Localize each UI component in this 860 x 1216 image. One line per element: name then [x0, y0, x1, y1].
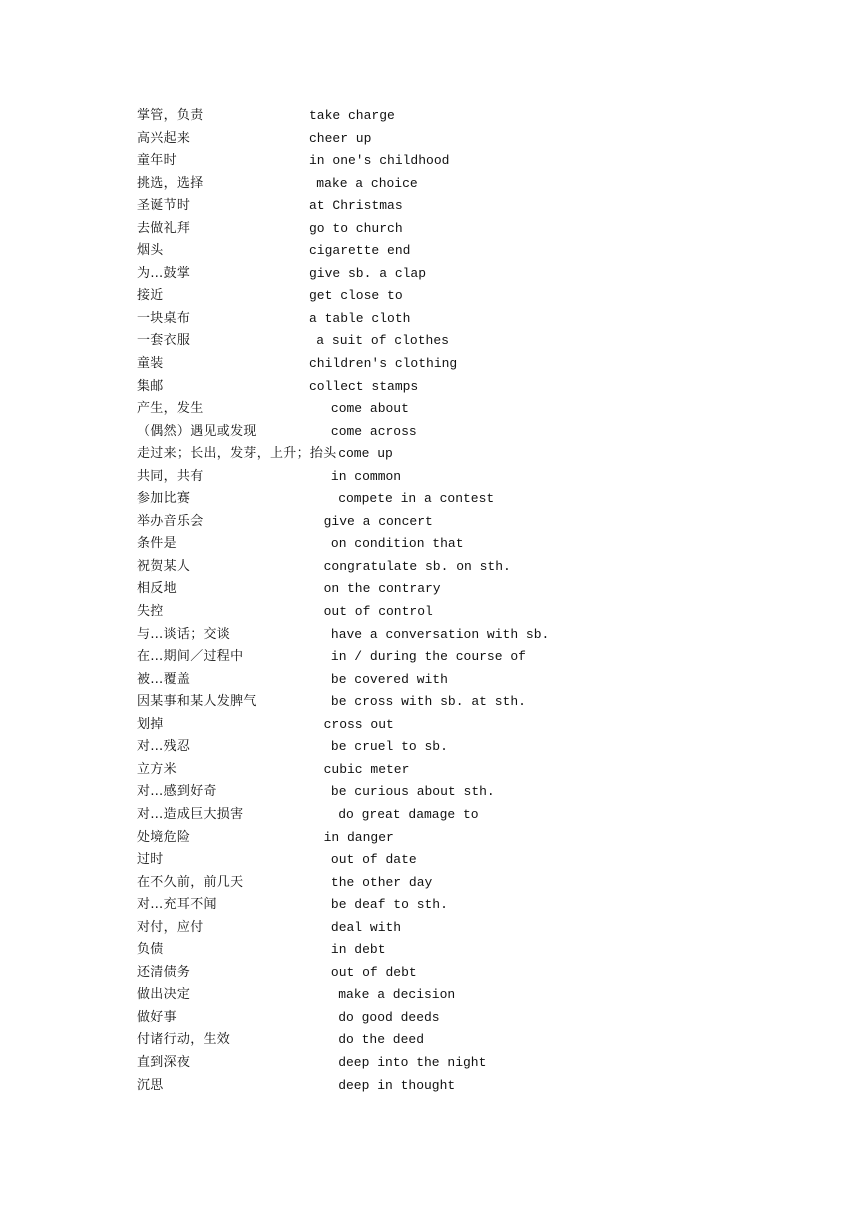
chinese-meaning: 付诸行动，生效 — [137, 1032, 231, 1048]
english-phrase: cross out — [323, 716, 394, 732]
vocab-entry — [137, 511, 757, 534]
english-phrase: deal with — [330, 919, 402, 935]
chinese-meaning: 失控 — [137, 604, 164, 620]
english-phrase: at Christmas — [309, 198, 403, 214]
chinese-meaning: 走过来；长出，发芽，上升；抬头 — [137, 446, 337, 462]
english-phrase: out of control — [323, 604, 433, 620]
chinese-meaning: 集邮 — [137, 378, 164, 394]
chinese-meaning: 去做礼拜 — [137, 220, 191, 236]
english-phrase: out of debt — [330, 964, 417, 980]
chinese-meaning: 共同，共有 — [137, 468, 204, 484]
english-phrase: children's clothing — [309, 356, 458, 372]
chinese-meaning: 童装 — [137, 356, 164, 372]
vocab-entry — [137, 691, 757, 714]
chinese-meaning: （偶然）遇见或发现 — [137, 423, 257, 439]
chinese-meaning: 圣诞节时 — [137, 198, 191, 214]
chinese-meaning: 对付，应付 — [137, 919, 204, 935]
vocab-entry — [137, 398, 757, 421]
vocab-entry — [137, 1029, 757, 1052]
chinese-meaning: 参加比赛 — [137, 491, 191, 507]
vocab-entry — [137, 984, 757, 1007]
chinese-meaning: 一套衣服 — [137, 333, 191, 349]
vocab-entry — [137, 894, 757, 917]
english-phrase: give a concert — [323, 513, 433, 529]
english-phrase: do good deeds — [338, 1009, 440, 1025]
english-phrase: be covered with — [330, 671, 448, 687]
english-phrase: cubic meter — [323, 761, 410, 777]
vocab-entry — [137, 736, 757, 759]
vocab-entry — [137, 962, 757, 985]
vocab-entry — [137, 1052, 757, 1075]
vocab-entry — [137, 421, 757, 444]
vocab-entry — [137, 669, 757, 692]
vocab-entry — [137, 917, 757, 940]
vocab-entry — [137, 714, 757, 737]
chinese-meaning: 一块桌布 — [137, 310, 191, 326]
english-phrase: get close to — [309, 288, 403, 304]
chinese-meaning: 直到深夜 — [137, 1054, 191, 1070]
english-phrase: do the deed — [338, 1032, 425, 1048]
vocab-entry — [137, 872, 757, 895]
vocab-entry — [137, 466, 757, 489]
english-phrase: in danger — [323, 829, 394, 845]
english-phrase: be deaf to sth. — [330, 897, 448, 913]
english-phrase: compete in a contest — [338, 491, 495, 507]
chinese-meaning: 划掉 — [137, 716, 164, 732]
vocab-entry — [137, 195, 757, 218]
english-phrase: be curious about sth. — [330, 784, 495, 800]
english-phrase: in one's childhood — [309, 153, 450, 169]
chinese-meaning: 沉思 — [137, 1077, 164, 1093]
vocab-entry — [137, 827, 757, 850]
english-phrase: a suit of clothes — [316, 333, 449, 349]
english-phrase: deep into the night — [338, 1054, 487, 1070]
english-phrase: make a decision — [338, 987, 456, 1003]
chinese-meaning: 与…谈话；交谈 — [137, 626, 231, 642]
english-phrase: do great damage to — [338, 806, 479, 822]
chinese-meaning: 在…期间／过程中 — [137, 649, 244, 665]
chinese-meaning: 童年时 — [137, 153, 177, 169]
vocab-entry — [137, 376, 757, 399]
vocab-entry — [137, 646, 757, 669]
english-phrase: make a choice — [316, 175, 418, 191]
english-phrase: on the contrary — [323, 581, 441, 597]
vocab-entry — [137, 173, 757, 196]
english-phrase: cigarette end — [309, 243, 411, 259]
vocab-entry — [137, 353, 757, 376]
chinese-meaning: 相反地 — [137, 581, 177, 597]
chinese-meaning: 立方米 — [137, 761, 177, 777]
english-phrase: on condition that — [330, 536, 464, 552]
english-phrase: collect stamps — [309, 378, 419, 394]
english-phrase: go to church — [309, 220, 403, 236]
chinese-meaning: 接近 — [137, 288, 164, 304]
english-phrase: a table cloth — [309, 310, 411, 326]
chinese-meaning: 对…充耳不闻 — [137, 897, 217, 913]
english-phrase: deep in thought — [338, 1077, 456, 1093]
english-phrase: the other day — [330, 874, 433, 890]
vocab-entry — [137, 150, 757, 173]
vocab-entry — [137, 443, 757, 466]
chinese-meaning: 被…覆盖 — [137, 671, 191, 687]
english-phrase: come up — [338, 446, 393, 462]
english-phrase: in / during the course of — [330, 649, 526, 665]
vocab-entry — [137, 218, 757, 241]
chinese-meaning: 处境危险 — [137, 829, 191, 845]
chinese-meaning: 负债 — [137, 942, 164, 958]
vocab-entry — [137, 263, 757, 286]
chinese-meaning: 在不久前，前几天 — [137, 874, 244, 890]
english-phrase: come across — [330, 423, 417, 439]
english-phrase: give sb. a clap — [309, 265, 427, 281]
vocab-entry — [137, 849, 757, 872]
chinese-meaning: 对…感到好奇 — [137, 784, 217, 800]
vocab-entry — [137, 488, 757, 511]
english-phrase: out of date — [330, 852, 417, 868]
chinese-meaning: 为…鼓掌 — [137, 265, 191, 281]
chinese-meaning: 举办音乐会 — [137, 513, 204, 529]
chinese-meaning: 还清债务 — [137, 964, 191, 980]
english-phrase: in common — [330, 468, 402, 484]
vocab-entry — [137, 128, 757, 151]
vocab-entry — [137, 804, 757, 827]
chinese-meaning: 高兴起来 — [137, 130, 191, 146]
vocab-entry — [137, 759, 757, 782]
english-phrase: take charge — [309, 108, 395, 123]
vocab-entry — [137, 330, 757, 353]
vocab-entry — [137, 285, 757, 308]
vocab-entry — [137, 781, 757, 804]
chinese-meaning: 过时 — [137, 852, 164, 868]
chinese-meaning: 产生，发生 — [137, 401, 204, 417]
chinese-meaning: 条件是 — [137, 536, 177, 552]
english-phrase: congratulate sb. on sth. — [323, 558, 511, 574]
vocab-entry — [137, 556, 757, 579]
chinese-meaning: 对…造成巨大损害 — [137, 806, 244, 822]
chinese-meaning: 对…残忍 — [137, 739, 191, 755]
vocab-entry — [137, 308, 757, 331]
vocab-entry — [137, 624, 757, 647]
vocab-entry — [137, 1075, 757, 1098]
chinese-meaning: 挑选，选择 — [137, 175, 204, 191]
english-phrase: in debt — [330, 942, 386, 958]
english-phrase: have a conversation with sb. — [330, 626, 550, 642]
english-phrase: be cross with sb. at sth. — [330, 694, 526, 710]
vocab-entry — [137, 601, 757, 624]
english-phrase: come about — [330, 401, 409, 417]
english-phrase: be cruel to sb. — [330, 739, 448, 755]
vocab-entry — [137, 240, 757, 263]
vocab-entry — [137, 578, 757, 601]
vocab-entry — [137, 939, 757, 962]
english-phrase: cheer up — [309, 130, 372, 146]
vocabulary-list — [137, 105, 757, 1097]
vocab-entry — [137, 533, 757, 556]
chinese-meaning: 因某事和某人发脾气 — [137, 694, 257, 710]
chinese-meaning: 祝贺某人 — [137, 558, 191, 574]
vocab-entry — [137, 1007, 757, 1030]
chinese-meaning: 烟头 — [137, 243, 164, 259]
chinese-meaning: 掌管，负责 — [137, 108, 204, 123]
vocab-entry — [137, 105, 757, 128]
chinese-meaning: 做好事 — [137, 1009, 177, 1025]
chinese-meaning: 做出决定 — [137, 987, 191, 1003]
